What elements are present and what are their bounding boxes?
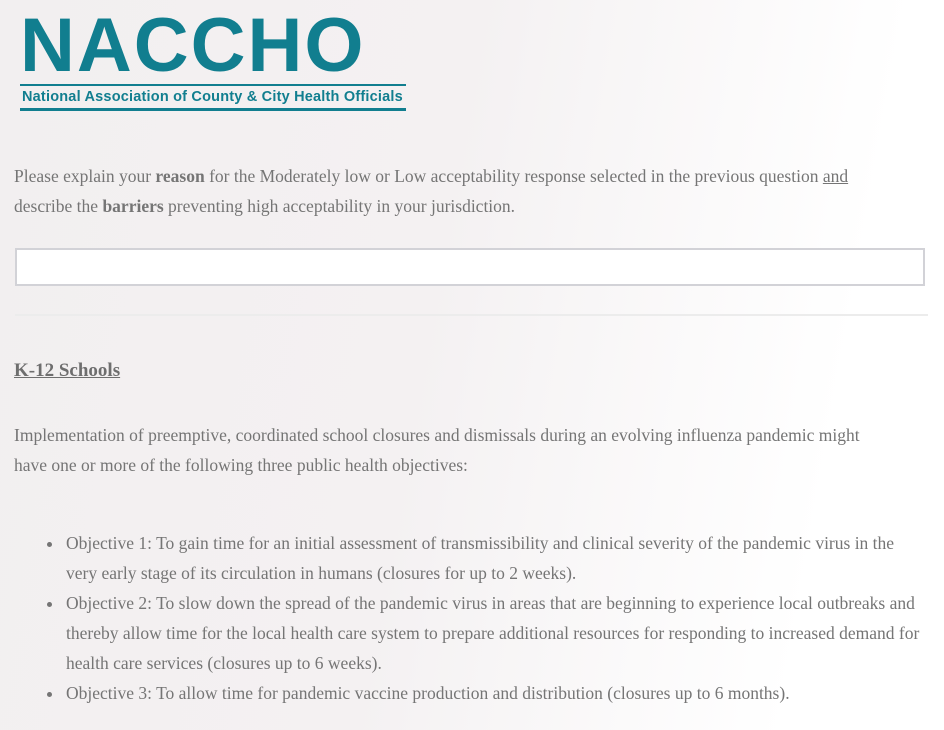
answer-input[interactable] [15, 248, 925, 286]
question-part: preventing high acceptability in your jurisdiction. [163, 196, 516, 217]
section-divider [15, 314, 928, 316]
question-underline-and: and [822, 166, 849, 187]
question-text [14, 161, 899, 221]
question-bold-barriers: barriers [102, 196, 164, 217]
objective-item-1: • Objective 1: To gain time for an initial assessment of transmissibility and clinical severity of the pandemic virus in the very early stage of its circulation in humans (closures for up to 2 weeks). [64, 528, 926, 588]
objective-item-2: • Objective 2: To slow down the spread of the pandemic virus in areas that are beginning to experience local outbreaks and thereby allow time for the local health care system to prepare additional resources for responding to increased demand for health care services (closures up to 6 weeks). [64, 588, 926, 678]
question-bold-reason: reason [155, 166, 205, 187]
section-heading-k12-schools: K-12 Schools [14, 360, 121, 382]
question-part: describe the [14, 196, 103, 217]
logo-wordmark: NACCHO [20, 3, 366, 88]
section-intro: Implementation of preemptive, coordinated school closures and dismissals during an evolving influenza pandemic might have one or more of the following three public health objectives: [14, 425, 860, 476]
question-part: for the Moderately low or Low acceptability response selected in the previous question [204, 166, 823, 187]
objectives-list [0, 528, 944, 708]
objective-item-3: • Objective 3: To allow time for pandemic vaccine production and distribution (closures up to 6 months). [64, 678, 926, 708]
naccho-logo [0, 0, 944, 111]
logo-tagline: National Association of County & City Health Officials [20, 84, 406, 111]
question-part: Please explain your [14, 166, 156, 187]
